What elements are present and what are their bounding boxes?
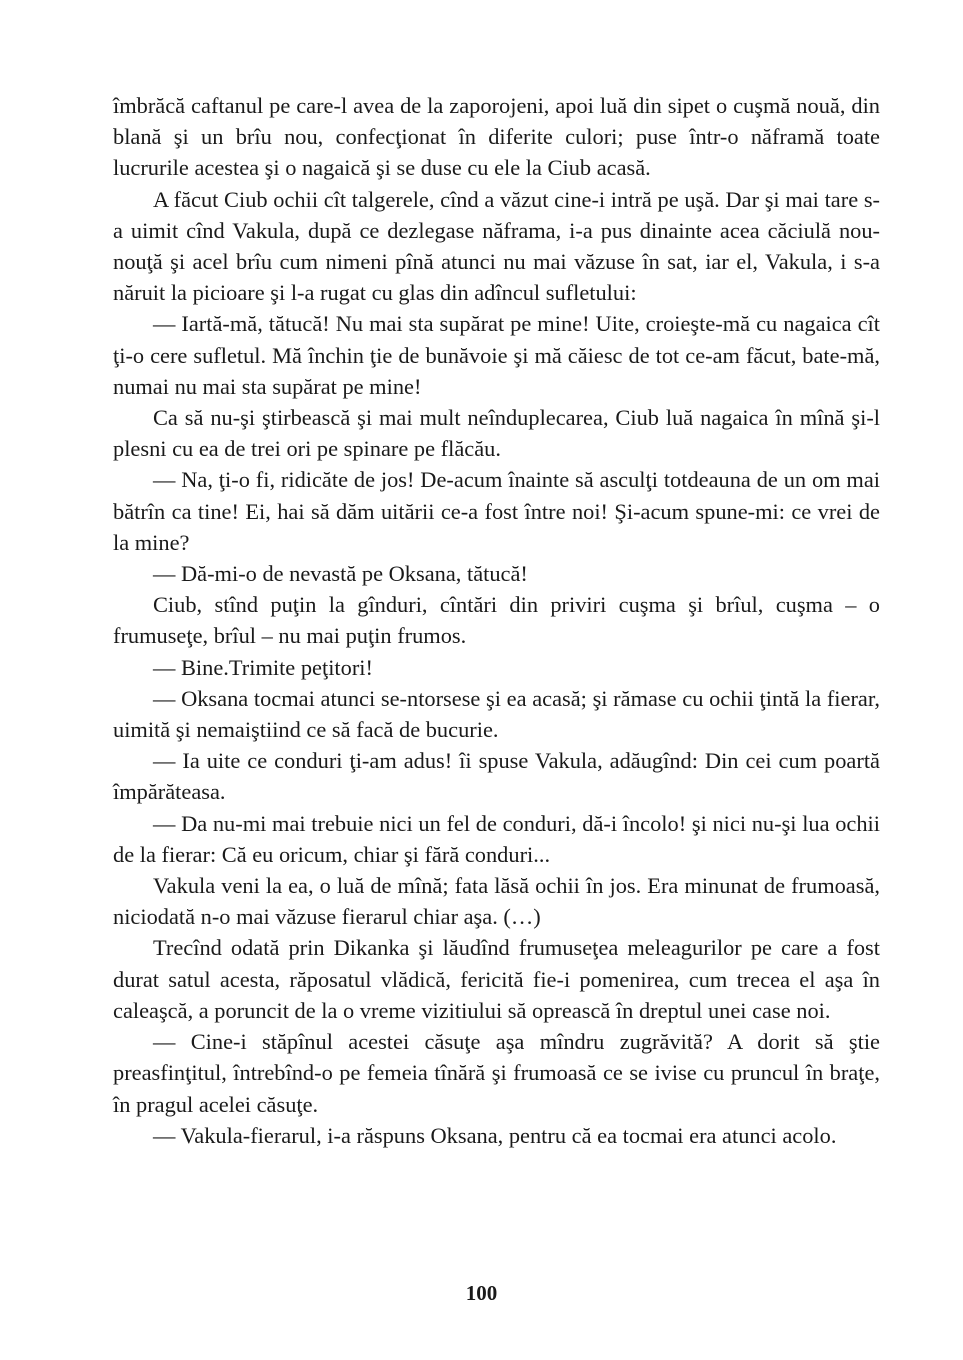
page-body <box>113 90 880 1151</box>
paragraph: Ciub, stînd puţin la gînduri, cîntări din priviri cuşma şi brîul, cuşma – o frumuseţe, brîul – nu mai puţin frumos. <box>113 592 880 649</box>
paragraph: Ca să nu-şi ştirbească şi mai mult neînduplecarea, Ciub luă nagaica în mînă şi-l plesni cu ea de trei ori pe spinare pe flăcău. <box>113 405 880 462</box>
dialogue-line: — Oksana tocmai atunci se-ntorsese şi ea acasă; şi rămase cu ochii ţintă la fierar, uimită şi nemaiştiind ce să facă de bucurie. <box>113 685 880 743</box>
dialogue-line: — Vakula-fierarul, i-a răspuns Oksana, pentru că ea tocmai era atunci acolo. <box>153 1122 837 1148</box>
paragraph: Vakula veni la ea, o luă de mînă; fata lăsă ochii în jos. Era minunat de frumoasă, niciodată n-o mai văzuse fierarul chiar aşa. (…) <box>113 873 880 930</box>
dialogue-line: — Cine-i stăpînul acestei căsuţe aşa mîndru zugrăvită? A dorit să ştie preasfinţitul, întrebînd-o pe femeia tînără şi frumoasă ce se ivise cu pruncul în braţe, în pragul acelei căsuţe. <box>113 1029 880 1117</box>
page-number: 100 <box>465 1281 498 1305</box>
dialogue-line: — Na, ţi-o fi, ridicăte de jos! De-acum înainte să asculţi totdeauna de un om mai bătrîn ca tine! Ei, hai să dăm uitării ce-a fost între noi! Şi-acum spune-mi: ce vrei de la mine? <box>113 467 880 555</box>
paragraph: îmbrăcă caftanul pe care-l avea de la zaporojeni, apoi luă din sipet o cuşmă nouă, din blană şi un brîu nou, confecţionat în diferite culori; puse într-o năframă toate lucrurile acestea şi o nagaică şi se duse cu ele la Ciub acasă. <box>113 93 880 181</box>
dialogue-line: — Da nu-mi mai trebuie nici un fel de conduri, dă-i încolo! şi nici nu-şi lua ochii de la fierar: Că eu oricum, chiar şi fără conduri... <box>113 810 880 867</box>
dialogue-line: — Bine.Trimite peţitori! <box>153 654 373 680</box>
paragraph: A făcut Ciub ochii cît talgerele, cînd a văzut cine-i intră pe uşă. Dar şi mai tare s-a uimit cînd Vakula, după ce dezlegase năframa, i-a pus dinainte acea căciulă nou-nouţă şi acel brîu cum nimeni pînă atunci nu mai văzuse în sat, iar el, Vakula, i s-a năruit la picioare şi l-a rugat cu glas din adîncul sufletului: <box>113 186 880 306</box>
dialogue-line: — Iartă-mă, tătucă! Nu mai sta supărat pe mine! Uite, croieşte-mă cu nagaica cît ţi-o cere sufletul. Mă închin ţie de bunăvoie şi mă căiesc de tot ce-am făcut, bate-mă, numai nu mai sta supărat pe mine! <box>113 311 880 399</box>
dialogue-line: — Ia uite ce conduri ţi-am adus! îi spuse Vakula, adăugînd: Din cei cum poartă împărăteasa. <box>113 748 880 805</box>
paragraph: Trecînd odată prin Dikanka şi lăudînd frumuseţea meleagurilor pe care a fost durat satul acesta, răposatul vlădică, fericită fie-i pomenirea, cum trecea el aşa în caleaşcă, a poruncit de la o vreme vizitiului să oprească în dreptul unei case noi. <box>113 935 880 1023</box>
dialogue-line: — Dă-mi-o de nevastă pe Oksana, tătucă! <box>153 561 528 587</box>
